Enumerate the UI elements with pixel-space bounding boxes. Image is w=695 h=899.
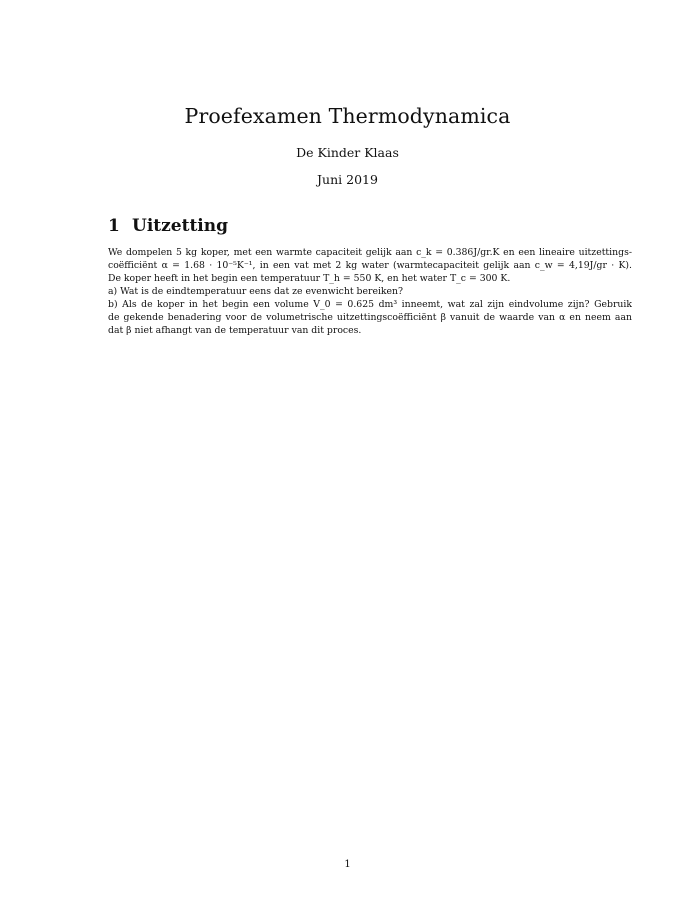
section-heading — [108, 216, 228, 236]
document-author: De Kinder Klaas — [296, 145, 399, 160]
section-number: 1 — [108, 216, 120, 236]
body-line: dat β niet afhangt van de temperatuur van dit proces. — [108, 325, 362, 336]
body-line: De koper heeft in het begin een temperatuur T_h = 550 K, en het water T_c = 300 K. — [108, 273, 511, 284]
body-line: We dompelen 5 kg koper, met een warmte capaciteit gelijk aan c_k = 0.386J/gr.K en een lineaire uitzettings- — [108, 247, 632, 258]
question-b: b) Als de koper in het begin een volume V_0 = 0.625 dm³ inneemt, wat zal zijn eindvolume zijn? Gebruik — [108, 299, 632, 310]
page-number: 1 — [344, 859, 351, 870]
question-a: a) Wat is de eindtemperatuur eens dat ze evenwicht bereiken? — [108, 286, 404, 297]
document-date: Juni 2019 — [317, 172, 378, 187]
body-line: coëfficiënt α = 1.68 · 10⁻⁵K⁻¹, in een vat met 2 kg water (warmtecapaciteit gelijk aan c_w = 4,19J/gr · K). — [108, 260, 632, 271]
section-title: Uitzetting — [132, 216, 229, 236]
section-body — [108, 246, 632, 337]
body-line: de gekende benadering voor de volumetrische uitzettingscoëfficiënt β vanuit de waarde van α en neem aan — [108, 312, 632, 323]
document-title: Proefexamen Thermodynamica — [184, 104, 511, 128]
